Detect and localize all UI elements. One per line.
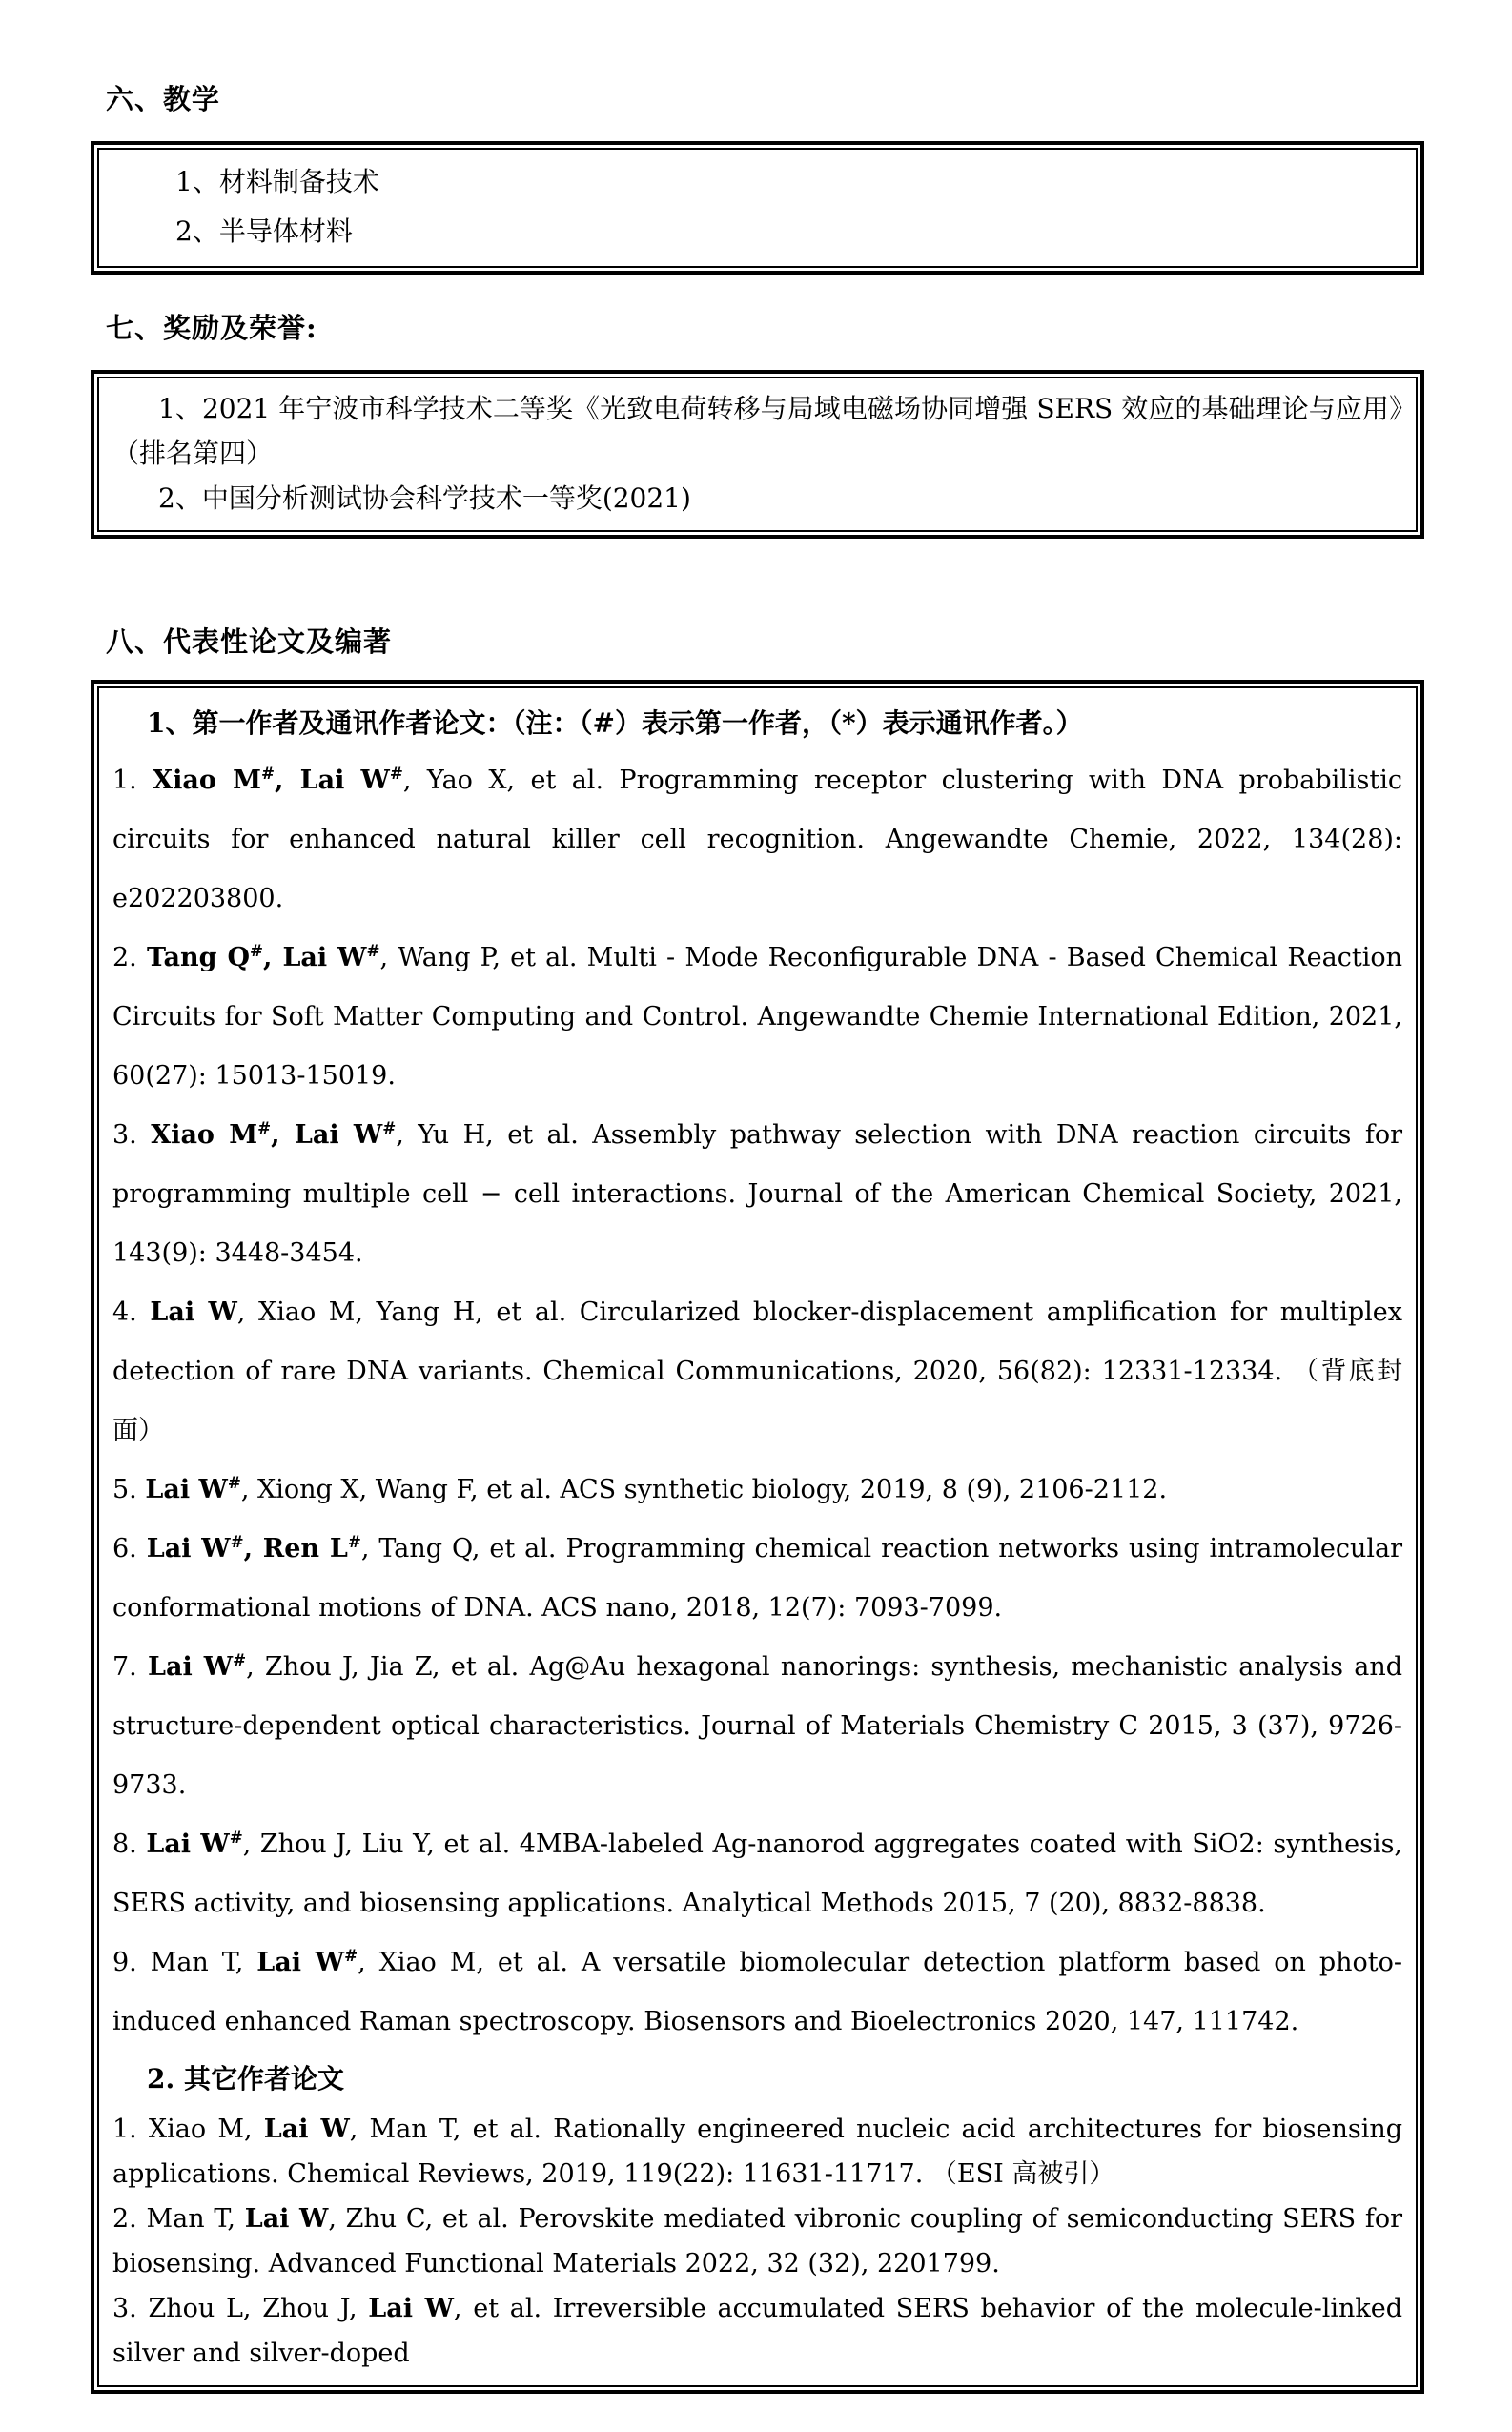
spacer — [91, 116, 1424, 141]
section-teaching-heading: 六、教学 — [106, 83, 221, 115]
section-publications-heading: 八、代表性论文及编著 — [106, 625, 393, 658]
teaching-item: 2、半导体材料 — [175, 215, 353, 247]
publication-entry: 7. Lai W#, Zhou J, Jia Z, et al. Ag@Au hexagonal nanorings: synthesis, mechanistic analysis and structure-dependent optical characteristics. Journal of Materials Chemistry C 2015, 3 (37), 9726-9733. — [112, 1650, 1402, 1800]
other-author-papers-title: 2. 其它作者论文 — [147, 2063, 344, 2095]
publication-entry: 9. Man T, Lai W#, Xiao M, et al. A versatile biomolecular detection platform based on photo-induced enhanced Raman spectroscopy. Biosensors and Bioelectronics 2020, 147, 111742. — [112, 1946, 1402, 2036]
publication-entry: 3. Xiao M#, Lai W#, Yu H, et al. Assembly pathway selection with DNA reaction circuits for programming multiple cell − cell interactions. Journal of the American Chemical Society, 2021, 143(9): 3448-3454. — [112, 1118, 1402, 1268]
publication-entry: 8. Lai W#, Zhou J, Liu Y, et al. 4MBA-labeled Ag-nanorod aggregates coated with SiO2: synthesis, SERS activity, and biosensing applications. Analytical Methods 2015, 7 (20), 8832-8838. — [112, 1828, 1403, 1918]
publication-entry: 6. Lai W#, Ren L#, Tang Q, et al. Programming chemical reaction networks using intramolecular conformational motions of DNA. ACS nano, 2018, 12(7): 7093-7099. — [112, 1532, 1402, 1623]
publication-entry: 3. Zhou L, Zhou J, Lai W, et al. Irreversible accumulated SERS behavior of the molecule-linked silver and silver-doped — [112, 2294, 1402, 2368]
awards-box — [91, 370, 1424, 539]
award-item: 1、2021 年宁波市科学技术二等奖《光致电荷转移与局域电磁场协同增强 SERS 效应的基础理论与应用》（排名第四） — [112, 393, 1402, 469]
spacer — [91, 539, 1424, 624]
award-item: 2、中国分析测试协会科学技术一等奖(2021) — [158, 482, 691, 514]
publication-entry: 2. Man T, Lai W, Zhu C, et al. Perovskite mediated vibronic coupling of semiconducting SERS for biosensing. Advanced Functional Materials 2022, 32 (32), 2201799. — [112, 2204, 1402, 2279]
section-awards-heading: 七、奖励及荣誉: — [106, 312, 317, 344]
publications-box-inner — [97, 686, 1418, 2387]
spacer — [91, 345, 1424, 370]
publication-entry: 1. Xiao M#, Lai W#, Yao X, et al. Programming receptor clustering with DNA probabilistic circuits for enhanced natural killer cell recognition. Angewandte Chemie, 2022, 134(28): e202203800. — [112, 764, 1402, 913]
publication-entry: 2. Tang Q#, Lai W#, Wang P, et al. Multi - Mode Reconfigurable DNA - Based Chemical Reaction Circuits for Soft Matter Computing and Control. Angewandte Chemie International Edition, 2021, 60(27): 15013-15019. — [112, 941, 1402, 1091]
awards-box-inner — [97, 377, 1418, 532]
first-author-papers-title: 1、第一作者及通讯作者论文：（注：（#）表示第一作者，（*）表示通讯作者。） — [147, 707, 1083, 739]
teaching-item: 1、材料制备技术 — [175, 166, 379, 197]
publications-box — [91, 680, 1424, 2394]
publication-entry: 4. Lai W, Xiao M, Yang H, et al. Circularized blocker-displacement amplification for multiplex detection of rare DNA variants. Chemical Communications, 2020, 56(82): 12331-12334. （背底封面） — [112, 1298, 1402, 1445]
spacer — [91, 659, 1424, 680]
teaching-box-inner — [97, 148, 1418, 268]
publication-entry: 5. Lai W#, Xiong X, Wang F, et al. ACS synthetic biology, 2019, 8 (9), 2106-2112. — [112, 1473, 1168, 1504]
teaching-box — [91, 141, 1424, 275]
publication-entry: 1. Xiao M, Lai W, Man T, et al. Rationally engineered nucleic acid architectures for biosensing applications. Chemical Reviews, 2019, 119(22): 11631-11717. （ESI 高被引） — [112, 2115, 1402, 2189]
spacer — [91, 275, 1424, 311]
